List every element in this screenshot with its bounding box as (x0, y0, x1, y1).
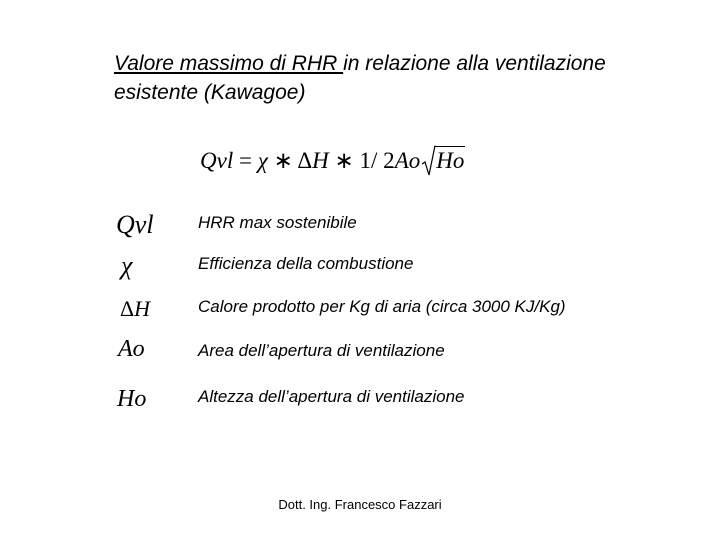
legend-desc-qvl: HRR max sostenibile (198, 213, 357, 232)
sqrt-sign (422, 141, 465, 181)
formula-op1: ∗ (267, 148, 298, 173)
legend-symbol-ho: Ho (117, 386, 147, 412)
formula-ho: Ho (436, 148, 465, 173)
legend-row-ao (0, 333, 720, 373)
legend-symbol-delta: Δ (120, 296, 135, 321)
legend-row-ho (0, 379, 720, 419)
formula-ao: Ao (394, 148, 421, 173)
formula-chi: χ (257, 148, 268, 173)
sqrt-radical-icon (422, 145, 436, 177)
legend-symbol-qvl: Qvl (116, 210, 154, 239)
slide-title-underlined: Valore massimo di RHR (114, 52, 344, 75)
formula-half: 1/ 2 (359, 148, 395, 173)
legend-row-chi (0, 246, 720, 286)
formula-lhs: Qvl (200, 148, 234, 173)
slide-title-rest: in relazione alla ventilazione esistente (Kawagoe) (114, 52, 606, 104)
footer-author: Dott. Ing. Francesco Fazzari (278, 497, 442, 512)
slide-title (114, 49, 674, 107)
legend-desc-ao: Area dell’apertura di ventilazione (198, 341, 445, 360)
kawagoe-formula (200, 141, 465, 181)
legend-desc-deltah: Calore prodotto per Kg di aria (circa 3000 KJ/Kg) (198, 297, 566, 316)
formula-op2: ∗ (328, 148, 360, 173)
legend-symbol-h: H (134, 296, 151, 321)
legend-symbol-chi: χ (121, 251, 133, 280)
formula-h: H (312, 148, 329, 173)
legend-symbol-ao: Ao (118, 336, 145, 362)
legend-desc-chi: Efficienza della combustione (198, 254, 414, 273)
footer (0, 497, 720, 512)
formula-delta: Δ (297, 148, 313, 173)
legend-symbol-deltah (120, 289, 150, 329)
formula-equals: = (233, 148, 258, 173)
legend-row-deltah (0, 289, 720, 329)
legend-row-qvl (0, 205, 720, 245)
legend-desc-ho: Altezza dell’apertura di ventilazione (198, 387, 465, 406)
